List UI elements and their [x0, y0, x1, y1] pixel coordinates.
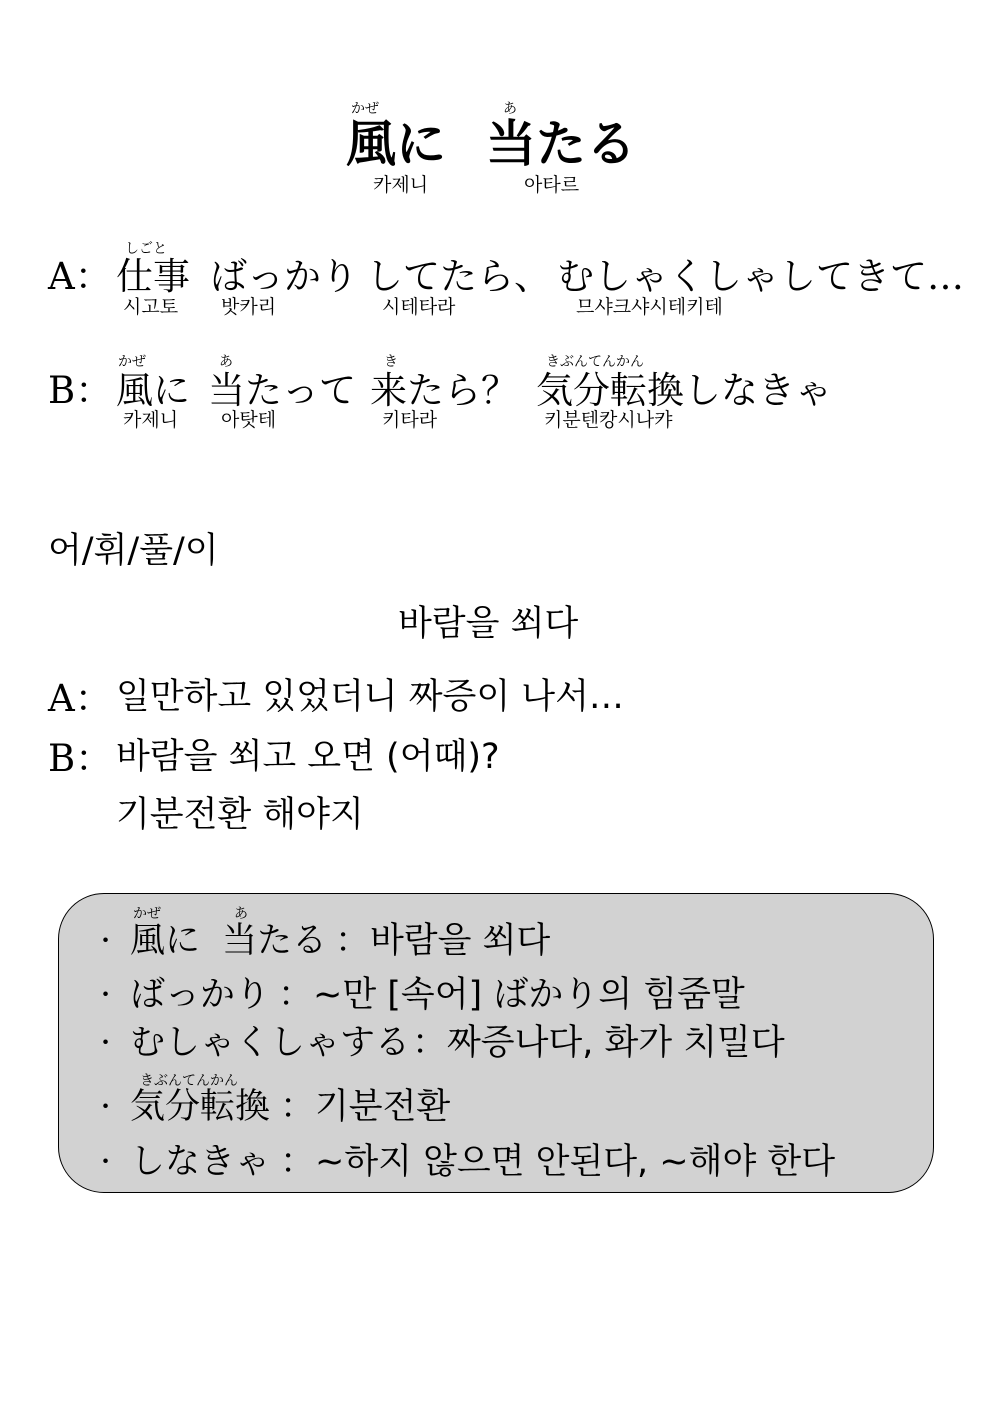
title-ruby-a: あ	[503, 101, 517, 117]
ko-b-read-1: 카제니	[123, 409, 179, 431]
gloss-item1-term2: 当たる	[222, 921, 328, 961]
ja-a-word-3: してたら、	[366, 255, 551, 298]
ko-speaker-b: B：	[48, 737, 113, 780]
ko-b-read-3: 키타라	[382, 409, 438, 431]
speaker-a: A：	[48, 255, 112, 298]
ja-a-word-1: 仕事	[116, 255, 190, 298]
gloss-bullet-2: ·	[100, 975, 112, 1015]
ko-line-b-1: 바람을 쐬고 오면 (어때)?	[116, 737, 500, 777]
page-title-part2: 当たる	[486, 114, 636, 173]
gloss-bullet-4: ·	[100, 1087, 112, 1127]
ruby-b-kibun: きぶんてんかん	[546, 354, 644, 370]
ja-b-word-3: 来たら？	[370, 369, 518, 412]
speaker-b: B：	[48, 369, 113, 412]
gloss-item1-term1: 風に	[130, 921, 201, 961]
gloss-bullet-5: ·	[100, 1142, 112, 1182]
ja-b-word-2: 当たって	[208, 369, 356, 412]
ruby-b-a: あ	[219, 354, 233, 370]
ko-speaker-a: A：	[48, 677, 112, 720]
ruby-b-kaze: かぜ	[118, 354, 146, 370]
ko-a-read-3: 시테타라	[382, 296, 456, 318]
ko-b-read-4: 키분텐캉시나캬	[544, 409, 673, 431]
ko-a-read-1: 시고토	[123, 296, 179, 318]
gloss-ruby-a: あ	[234, 906, 248, 922]
gloss-item5-term: しなきゃ	[130, 1142, 271, 1182]
gloss-item4-def: ：기분전환	[280, 1087, 451, 1127]
ja-a-word-2: ばっかり	[210, 255, 358, 298]
ja-b-word-4: 気分転換しなきゃ	[536, 369, 832, 412]
vocab-heading: 어/휘/풀/이	[48, 531, 219, 571]
gloss-ruby-kaze: かぜ	[133, 906, 161, 922]
ruby-shigoto: しごと	[125, 241, 167, 257]
ko-line-a: 일만하고 있었더니 짜증이 나서…	[116, 677, 624, 717]
ko-a-read-2: 밧카리	[221, 296, 277, 318]
gloss-bullet-3: ·	[100, 1023, 112, 1063]
ja-b-word-1: 風に	[116, 369, 190, 412]
page-title-part1: 風に	[346, 114, 446, 173]
title-ruby-kaze: かぜ	[351, 101, 379, 117]
title-reading-2: 아타르	[524, 174, 580, 196]
ko-line-b-2: 기분전환 해야지	[116, 795, 364, 835]
gloss-item2-def: ：~만 [속어] ばかり의 힘줌말	[278, 975, 745, 1015]
gloss-item3-term: むしゃくしゃする	[130, 1023, 411, 1063]
ko-b-read-2: 아탓테	[221, 409, 277, 431]
gloss-item3-def: ：짜증나다, 화가 치밀다	[412, 1023, 785, 1063]
ruby-b-ki: き	[384, 354, 398, 370]
translation-title: 바람을 쐬다	[398, 604, 579, 644]
gloss-item5-def: ：~하지 않으면 안된다, ~해야 한다	[280, 1142, 836, 1182]
gloss-ruby-kibun: きぶんてんかん	[140, 1073, 238, 1089]
ko-a-read-4: 므샤크샤시테키테	[576, 296, 723, 318]
title-reading-1: 카제니	[373, 174, 429, 196]
gloss-item1-def: ：바람을 쐬다	[335, 921, 551, 961]
gloss-item4-term: 気分転換	[130, 1087, 271, 1127]
gloss-item2-term: ばっかり	[130, 975, 271, 1015]
ja-a-word-4: むしゃくしゃしてきて…	[557, 255, 964, 298]
gloss-bullet-1: ·	[100, 921, 112, 961]
